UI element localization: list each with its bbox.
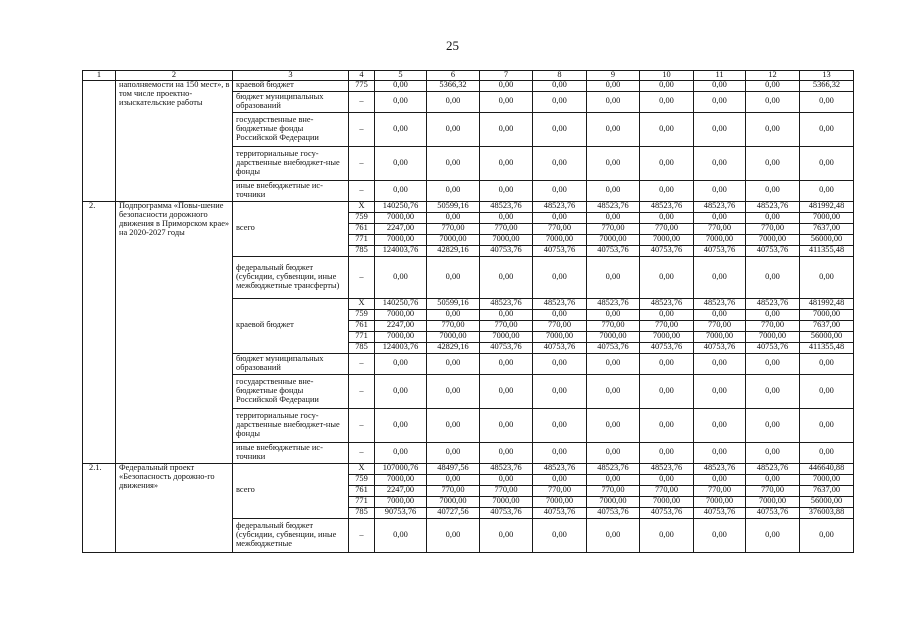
kbk-code-cell: 785	[349, 245, 375, 256]
amount-cell: 50599,16	[427, 298, 480, 309]
amount-cell: 40753,76	[640, 342, 694, 353]
amount-cell: 0,00	[694, 80, 746, 91]
amount-cell: 48523,76	[533, 298, 587, 309]
amount-cell: 2247,00	[375, 485, 427, 496]
column-number: 6	[427, 71, 480, 81]
amount-cell: 7000,00	[746, 234, 800, 245]
amount-cell: 0,00	[694, 309, 746, 320]
funding-source-cell: государственные вне-бюджетные фонды Российской Федерации	[233, 112, 349, 146]
amount-cell: 0,00	[800, 256, 854, 298]
amount-cell: 0,00	[427, 91, 480, 112]
amount-cell: 0,00	[427, 518, 480, 552]
amount-cell: 0,00	[640, 353, 694, 374]
amount-cell: 124003,76	[375, 245, 427, 256]
kbk-code-cell: X	[349, 463, 375, 474]
amount-cell: 0,00	[375, 180, 427, 201]
amount-cell: 0,00	[694, 112, 746, 146]
amount-cell: 7000,00	[800, 474, 854, 485]
amount-cell: 48523,76	[533, 463, 587, 474]
amount-cell: 0,00	[533, 112, 587, 146]
amount-cell: 40753,76	[694, 342, 746, 353]
amount-cell: 7000,00	[694, 234, 746, 245]
row-number-cell: 2.1.	[83, 463, 116, 552]
amount-cell: 7000,00	[533, 331, 587, 342]
amount-cell: 0,00	[375, 112, 427, 146]
amount-cell: 7000,00	[427, 496, 480, 507]
amount-cell: 0,00	[375, 146, 427, 180]
amount-cell: 7000,00	[800, 212, 854, 223]
amount-cell: 770,00	[640, 223, 694, 234]
amount-cell: 0,00	[427, 442, 480, 463]
amount-cell: 0,00	[800, 442, 854, 463]
funding-source-cell: краевой бюджет	[233, 80, 349, 91]
kbk-code-cell: –	[349, 256, 375, 298]
amount-cell: 481992,48	[800, 298, 854, 309]
amount-cell: 0,00	[640, 146, 694, 180]
amount-cell: 7000,00	[375, 234, 427, 245]
amount-cell: 0,00	[587, 408, 640, 442]
amount-cell: 0,00	[800, 112, 854, 146]
amount-cell: 0,00	[640, 112, 694, 146]
amount-cell: 0,00	[694, 442, 746, 463]
amount-cell: 0,00	[480, 442, 533, 463]
kbk-code-cell: –	[349, 518, 375, 552]
amount-cell: 48497,56	[427, 463, 480, 474]
amount-cell: 0,00	[427, 180, 480, 201]
amount-cell: 0,00	[427, 212, 480, 223]
amount-cell: 7000,00	[375, 474, 427, 485]
amount-cell: 770,00	[480, 485, 533, 496]
amount-cell: 0,00	[800, 374, 854, 408]
column-number: 5	[375, 71, 427, 81]
amount-cell: 770,00	[533, 223, 587, 234]
amount-cell: 0,00	[694, 474, 746, 485]
amount-cell: 411355,48	[800, 342, 854, 353]
amount-cell: 48523,76	[746, 463, 800, 474]
amount-cell: 0,00	[800, 353, 854, 374]
kbk-code-cell: 761	[349, 320, 375, 331]
amount-cell: 7000,00	[375, 212, 427, 223]
amount-cell: 7637,00	[800, 485, 854, 496]
funding-source-cell: всего	[233, 201, 349, 256]
amount-cell: 40753,76	[587, 245, 640, 256]
amount-cell: 90753,76	[375, 507, 427, 518]
amount-cell: 0,00	[587, 518, 640, 552]
amount-cell: 48523,76	[587, 201, 640, 212]
amount-cell: 0,00	[480, 309, 533, 320]
amount-cell: 0,00	[427, 374, 480, 408]
column-number: 8	[533, 71, 587, 81]
amount-cell: 0,00	[480, 91, 533, 112]
amount-cell: 48523,76	[480, 298, 533, 309]
amount-cell: 0,00	[375, 442, 427, 463]
amount-cell: 0,00	[640, 474, 694, 485]
amount-cell: 0,00	[533, 374, 587, 408]
amount-cell: 770,00	[746, 320, 800, 331]
amount-cell: 0,00	[587, 180, 640, 201]
amount-cell: 0,00	[587, 146, 640, 180]
kbk-code-cell: –	[349, 353, 375, 374]
amount-cell: 0,00	[480, 256, 533, 298]
amount-cell: 0,00	[587, 212, 640, 223]
amount-cell: 40753,76	[533, 507, 587, 518]
amount-cell: 40753,76	[480, 245, 533, 256]
amount-cell: 0,00	[480, 80, 533, 91]
amount-cell: 0,00	[746, 91, 800, 112]
amount-cell: 48523,76	[533, 201, 587, 212]
amount-cell: 0,00	[800, 146, 854, 180]
amount-cell: 0,00	[746, 518, 800, 552]
amount-cell: 0,00	[587, 374, 640, 408]
kbk-code-cell: X	[349, 201, 375, 212]
amount-cell: 0,00	[375, 256, 427, 298]
column-number: 9	[587, 71, 640, 81]
amount-cell: 124003,76	[375, 342, 427, 353]
funding-source-cell: иные внебюджетные ис-точники	[233, 180, 349, 201]
amount-cell: 0,00	[427, 146, 480, 180]
amount-cell: 0,00	[533, 408, 587, 442]
amount-cell: 0,00	[640, 408, 694, 442]
column-number: 11	[694, 71, 746, 81]
amount-cell: 5366,32	[800, 80, 854, 91]
amount-cell: 0,00	[533, 518, 587, 552]
amount-cell: 7000,00	[427, 234, 480, 245]
amount-cell: 0,00	[375, 518, 427, 552]
amount-cell: 40753,76	[587, 342, 640, 353]
amount-cell: 48523,76	[694, 463, 746, 474]
amount-cell: 7000,00	[694, 496, 746, 507]
kbk-code-cell: –	[349, 374, 375, 408]
amount-cell: 770,00	[480, 320, 533, 331]
amount-cell: 770,00	[746, 485, 800, 496]
kbk-code-cell: –	[349, 91, 375, 112]
amount-cell: 7000,00	[533, 234, 587, 245]
amount-cell: 0,00	[746, 80, 800, 91]
amount-cell: 376003,88	[800, 507, 854, 518]
column-number: 4	[349, 71, 375, 81]
amount-cell: 0,00	[480, 353, 533, 374]
column-number: 13	[800, 71, 854, 81]
funding-source-cell: государственные вне-бюджетные фонды Российской Федерации	[233, 374, 349, 408]
amount-cell: 0,00	[694, 518, 746, 552]
amount-cell: 0,00	[800, 408, 854, 442]
amount-cell: 0,00	[533, 212, 587, 223]
amount-cell: 0,00	[800, 180, 854, 201]
amount-cell: 0,00	[746, 146, 800, 180]
kbk-code-cell: 771	[349, 331, 375, 342]
column-number: 7	[480, 71, 533, 81]
amount-cell: 0,00	[746, 309, 800, 320]
kbk-code-cell: 785	[349, 507, 375, 518]
amount-cell: 0,00	[694, 374, 746, 408]
table-row	[83, 463, 854, 474]
funding-source-cell: федеральный бюджет (субсидии, субвенции, иные межбюджетные трансферты)	[233, 256, 349, 298]
amount-cell: 0,00	[533, 309, 587, 320]
amount-cell: 0,00	[587, 353, 640, 374]
amount-cell: 0,00	[480, 518, 533, 552]
amount-cell: 446640,88	[800, 463, 854, 474]
amount-cell: 770,00	[640, 320, 694, 331]
amount-cell: 40753,76	[746, 342, 800, 353]
kbk-code-cell: –	[349, 180, 375, 201]
amount-cell: 0,00	[746, 442, 800, 463]
column-number: 1	[83, 71, 116, 81]
amount-cell: 40753,76	[694, 507, 746, 518]
amount-cell: 40727,56	[427, 507, 480, 518]
funding-source-cell: территориальные госу-дарственные внебюджет-ные фонды	[233, 408, 349, 442]
amount-cell: 0,00	[375, 374, 427, 408]
funding-source-cell: бюджет муниципальных образований	[233, 91, 349, 112]
amount-cell: 48523,76	[640, 298, 694, 309]
amount-cell: 7000,00	[640, 496, 694, 507]
amount-cell: 0,00	[694, 212, 746, 223]
amount-cell: 7000,00	[480, 331, 533, 342]
amount-cell: 0,00	[427, 309, 480, 320]
funding-source-cell: краевой бюджет	[233, 298, 349, 353]
amount-cell: 770,00	[694, 485, 746, 496]
amount-cell: 0,00	[640, 212, 694, 223]
amount-cell: 7000,00	[746, 331, 800, 342]
amount-cell: 0,00	[746, 374, 800, 408]
amount-cell: 50599,16	[427, 201, 480, 212]
amount-cell: 770,00	[533, 485, 587, 496]
amount-cell: 48523,76	[746, 298, 800, 309]
amount-cell: 0,00	[375, 91, 427, 112]
amount-cell: 770,00	[427, 320, 480, 331]
amount-cell: 140250,76	[375, 201, 427, 212]
amount-cell: 7637,00	[800, 223, 854, 234]
amount-cell: 0,00	[587, 442, 640, 463]
column-number: 2	[116, 71, 233, 81]
amount-cell: 7000,00	[533, 496, 587, 507]
column-number: 10	[640, 71, 694, 81]
amount-cell: 7000,00	[375, 331, 427, 342]
row-number-cell	[83, 80, 116, 201]
amount-cell: 0,00	[746, 112, 800, 146]
amount-cell: 0,00	[427, 408, 480, 442]
amount-cell: 140250,76	[375, 298, 427, 309]
amount-cell: 7000,00	[746, 496, 800, 507]
item-title-cell: Федеральный проект «Безопасность дорожно-го движения»	[116, 463, 233, 552]
amount-cell: 7000,00	[587, 331, 640, 342]
amount-cell: 0,00	[746, 180, 800, 201]
amount-cell: 56000,00	[800, 234, 854, 245]
amount-cell: 5366,32	[427, 80, 480, 91]
amount-cell: 40753,76	[746, 507, 800, 518]
amount-cell: 0,00	[480, 112, 533, 146]
amount-cell: 7000,00	[480, 496, 533, 507]
kbk-code-cell: 759	[349, 309, 375, 320]
amount-cell: 0,00	[480, 474, 533, 485]
amount-cell: 0,00	[694, 180, 746, 201]
amount-cell: 770,00	[427, 485, 480, 496]
amount-cell: 48523,76	[480, 463, 533, 474]
amount-cell: 2247,00	[375, 223, 427, 234]
amount-cell: 0,00	[640, 256, 694, 298]
table-row	[83, 80, 854, 91]
amount-cell: 0,00	[533, 80, 587, 91]
kbk-code-cell: –	[349, 146, 375, 180]
amount-cell: 0,00	[480, 374, 533, 408]
funding-source-cell: территориальные госу-дарственные внебюджет-ные фонды	[233, 146, 349, 180]
amount-cell: 0,00	[427, 474, 480, 485]
amount-cell: 0,00	[800, 91, 854, 112]
amount-cell: 0,00	[694, 408, 746, 442]
page-number: 25	[446, 38, 459, 53]
funding-source-cell: федеральный бюджет (субсидии, субвенции, иные межбюджетные	[233, 518, 349, 552]
amount-cell: 0,00	[640, 309, 694, 320]
amount-cell: 0,00	[640, 80, 694, 91]
funding-source-cell: бюджет муниципальных образований	[233, 353, 349, 374]
amount-cell: 770,00	[640, 485, 694, 496]
amount-cell: 7000,00	[587, 234, 640, 245]
amount-cell: 40753,76	[640, 245, 694, 256]
table-row	[83, 201, 854, 212]
amount-cell: 0,00	[746, 256, 800, 298]
kbk-code-cell: –	[349, 442, 375, 463]
amount-cell: 40753,76	[640, 507, 694, 518]
amount-cell: 48523,76	[587, 463, 640, 474]
amount-cell: 0,00	[480, 146, 533, 180]
kbk-code-cell: X	[349, 298, 375, 309]
amount-cell: 48523,76	[746, 201, 800, 212]
kbk-code-cell: 771	[349, 234, 375, 245]
amount-cell: 40753,76	[480, 342, 533, 353]
amount-cell: 48523,76	[480, 201, 533, 212]
amount-cell: 2247,00	[375, 320, 427, 331]
amount-cell: 0,00	[746, 353, 800, 374]
column-number: 3	[233, 71, 349, 81]
kbk-code-cell: 775	[349, 80, 375, 91]
amount-cell: 0,00	[587, 474, 640, 485]
funding-source-cell: всего	[233, 463, 349, 518]
kbk-code-cell: 761	[349, 485, 375, 496]
amount-cell: 7000,00	[375, 309, 427, 320]
amount-cell: 0,00	[640, 518, 694, 552]
amount-cell: 0,00	[694, 91, 746, 112]
kbk-code-cell: 761	[349, 223, 375, 234]
amount-cell: 56000,00	[800, 496, 854, 507]
kbk-code-cell: 785	[349, 342, 375, 353]
amount-cell: 0,00	[694, 146, 746, 180]
amount-cell: 0,00	[427, 256, 480, 298]
amount-cell: 770,00	[587, 223, 640, 234]
amount-cell: 0,00	[746, 212, 800, 223]
kbk-code-cell: –	[349, 112, 375, 146]
amount-cell: 0,00	[480, 212, 533, 223]
amount-cell: 0,00	[587, 256, 640, 298]
amount-cell: 7000,00	[800, 309, 854, 320]
amount-cell: 0,00	[800, 518, 854, 552]
amount-cell: 48523,76	[694, 298, 746, 309]
amount-cell: 0,00	[375, 353, 427, 374]
amount-cell: 7000,00	[587, 496, 640, 507]
amount-cell: 0,00	[640, 374, 694, 408]
funding-source-cell: иные внебюджетные ис-точники	[233, 442, 349, 463]
kbk-code-cell: 771	[349, 496, 375, 507]
amount-cell: 7000,00	[694, 331, 746, 342]
amount-cell: 0,00	[375, 80, 427, 91]
amount-cell: 0,00	[694, 256, 746, 298]
budget-table	[82, 70, 854, 553]
amount-cell: 0,00	[533, 474, 587, 485]
amount-cell: 0,00	[533, 353, 587, 374]
amount-cell: 0,00	[587, 80, 640, 91]
amount-cell: 411355,48	[800, 245, 854, 256]
amount-cell: 56000,00	[800, 331, 854, 342]
amount-cell: 7000,00	[640, 331, 694, 342]
amount-cell: 481992,48	[800, 201, 854, 212]
amount-cell: 7000,00	[427, 331, 480, 342]
kbk-code-cell: 759	[349, 474, 375, 485]
amount-cell: 7000,00	[375, 496, 427, 507]
amount-cell: 0,00	[480, 408, 533, 442]
amount-cell: 48523,76	[640, 463, 694, 474]
item-title-cell: Подпрограмма «Повы-шение безопасности дорожного движения в Приморском крае» на 2020-2027 годы	[116, 201, 233, 463]
amount-cell: 770,00	[746, 223, 800, 234]
row-number-cell: 2.	[83, 201, 116, 463]
amount-cell: 40753,76	[533, 245, 587, 256]
amount-cell: 107000,76	[375, 463, 427, 474]
amount-cell: 0,00	[640, 180, 694, 201]
amount-cell: 770,00	[427, 223, 480, 234]
amount-cell: 0,00	[587, 112, 640, 146]
amount-cell: 40753,76	[587, 507, 640, 518]
amount-cell: 0,00	[533, 442, 587, 463]
amount-cell: 0,00	[694, 353, 746, 374]
amount-cell: 0,00	[640, 91, 694, 112]
amount-cell: 0,00	[533, 146, 587, 180]
amount-cell: 770,00	[587, 320, 640, 331]
amount-cell: 0,00	[746, 408, 800, 442]
amount-cell: 7000,00	[640, 234, 694, 245]
amount-cell: 0,00	[746, 474, 800, 485]
kbk-code-cell: –	[349, 408, 375, 442]
amount-cell: 770,00	[587, 485, 640, 496]
kbk-code-cell: 759	[349, 212, 375, 223]
amount-cell: 770,00	[694, 223, 746, 234]
header-row	[83, 71, 854, 81]
amount-cell: 0,00	[533, 180, 587, 201]
amount-cell: 42829,16	[427, 245, 480, 256]
column-number: 12	[746, 71, 800, 81]
amount-cell: 42829,16	[427, 342, 480, 353]
amount-cell: 7000,00	[480, 234, 533, 245]
amount-cell: 770,00	[480, 223, 533, 234]
amount-cell: 770,00	[694, 320, 746, 331]
amount-cell: 40753,76	[746, 245, 800, 256]
amount-cell: 0,00	[587, 309, 640, 320]
item-title-cell: наполняемости на 150 мест», в том числе проектно-изыскательские работы	[116, 80, 233, 201]
amount-cell: 0,00	[587, 91, 640, 112]
amount-cell: 48523,76	[587, 298, 640, 309]
amount-cell: 0,00	[640, 442, 694, 463]
amount-cell: 7637,00	[800, 320, 854, 331]
amount-cell: 48523,76	[694, 201, 746, 212]
amount-cell: 0,00	[533, 91, 587, 112]
amount-cell: 0,00	[427, 112, 480, 146]
amount-cell: 0,00	[480, 180, 533, 201]
amount-cell: 0,00	[427, 353, 480, 374]
amount-cell: 770,00	[533, 320, 587, 331]
amount-cell: 40753,76	[480, 507, 533, 518]
amount-cell: 48523,76	[640, 201, 694, 212]
amount-cell: 40753,76	[694, 245, 746, 256]
amount-cell: 0,00	[375, 408, 427, 442]
amount-cell: 40753,76	[533, 342, 587, 353]
amount-cell: 0,00	[533, 256, 587, 298]
